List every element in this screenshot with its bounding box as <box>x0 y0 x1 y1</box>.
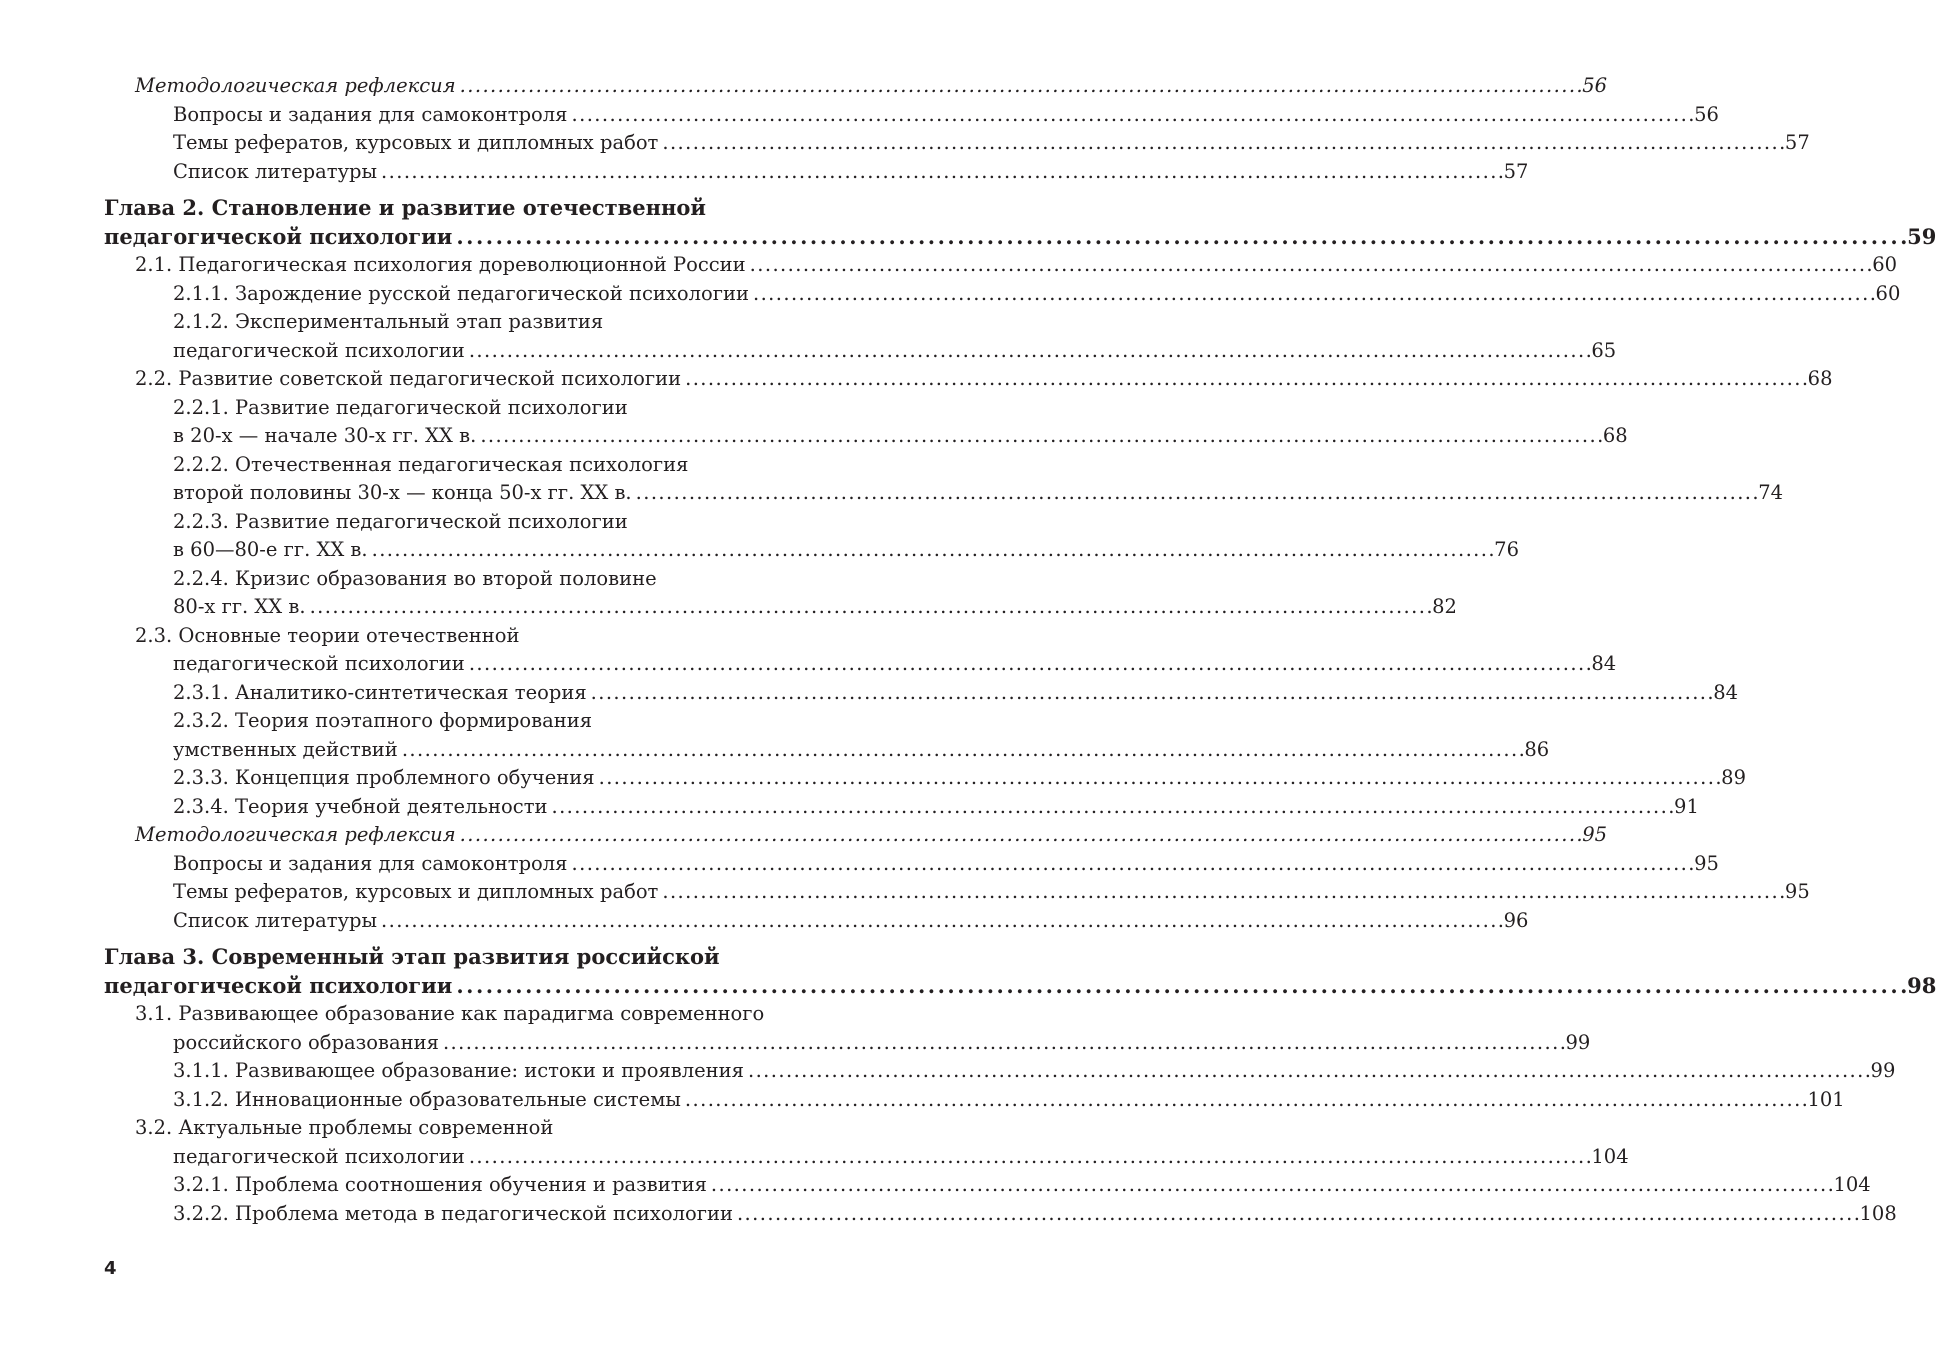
toc-entry-topics-2: Темы рефератов, курсовых и дипломных работ . . . 95 <box>104 878 796 907</box>
page-ref: 84 <box>1591 652 1617 675</box>
page-ref: 95 <box>1784 880 1810 903</box>
page-ref: 68 <box>1807 367 1833 390</box>
leader-dots <box>711 1171 1832 1200</box>
leader-dots <box>443 1029 1564 1058</box>
leader-dots <box>460 821 1581 850</box>
toc-section-2-3-4: 2.3.4. Теория учебной деятельности . . . 91 <box>104 793 796 822</box>
leader-dots <box>381 907 1502 936</box>
toc-section-2-1-2: 2.1.2. Экспериментальный этап развития педагогической психологии . . . 65 <box>104 308 796 365</box>
toc-entry-questions-2: Вопросы и задания для самоконтроля . . . 95 <box>104 850 796 879</box>
leader-dots <box>480 422 1601 451</box>
toc-entry-methodological-reflection-1: Методологическая рефлексия . . . 56 <box>104 72 796 101</box>
page-ref: 56 <box>1694 102 1719 126</box>
page-ref: 74 <box>1758 481 1784 504</box>
leader-dots <box>748 1057 1869 1086</box>
leader-dots <box>469 337 1590 366</box>
leader-dots <box>591 679 1712 708</box>
toc-entry-questions-1: Вопросы и задания для самоконтроля . . . 56 <box>104 101 796 130</box>
toc-section-2-2: 2.2. Развитие советской педагогической психологии . . . 68 <box>104 365 796 394</box>
page-ref: 104 <box>1833 1173 1871 1196</box>
page-ref: 84 <box>1713 680 1739 704</box>
toc-section-2-2-2: 2.2.2. Отечественная педагогическая психология второй половины 30-х — конца 50-х гг. XX в. . . . 74 <box>104 451 796 508</box>
page-ref: 91 <box>1674 794 1699 818</box>
leader-dots <box>685 365 1806 394</box>
page-ref: 57 <box>1503 159 1529 183</box>
page-ref: 89 <box>1721 766 1746 789</box>
leader-dots <box>662 129 1783 158</box>
leader-dots <box>551 793 1672 822</box>
leader-dots <box>469 650 1590 679</box>
toc-chapter-3: Глава 3. Современный этап развития российской педагогической психологии . . . 98 <box>104 943 796 1000</box>
leader-dots <box>753 280 1874 309</box>
toc-section-2-1-1: 2.1.1. Зарождение русской педагогической психологии . . . 60 <box>104 280 796 309</box>
leader-dots <box>685 1086 1806 1115</box>
leader-dots <box>460 72 1581 101</box>
leader-dots <box>737 1200 1858 1229</box>
toc-section-2-1: 2.1. Педагогическая психология дореволюционной России . . . 60 <box>104 251 796 280</box>
table-of-contents <box>104 72 1936 1228</box>
page-ref: 60 <box>1872 253 1898 276</box>
page-number: 4 <box>104 1258 117 1279</box>
page-ref: 98 <box>1907 972 1936 998</box>
leader-dots <box>372 536 1493 565</box>
page-ref: 68 <box>1602 424 1628 447</box>
leader-dots <box>572 101 1693 130</box>
toc-chapter-2: Глава 2. Становление и развитие отечественной педагогической психологии . . . 59 <box>104 194 796 251</box>
toc-section-2-2-3: 2.2.3. Развитие педагогической психологии в 60—80-е гг. XX в. . . . 76 <box>104 508 796 565</box>
page-ref: 65 <box>1591 338 1617 362</box>
page-ref: 95 <box>1582 823 1608 846</box>
page-ref: 60 <box>1875 281 1901 305</box>
toc-section-3-2-2: 3.2.2. Проблема метода в педагогической психологии . . . 108 <box>104 1200 796 1229</box>
toc-section-2-3-1: 2.3.1. Аналитико-синтетическая теория . . . 84 <box>104 679 796 708</box>
toc-entry-literature-1: Список литературы . . . 57 <box>104 158 796 187</box>
leader-dots <box>599 764 1720 793</box>
page-ref: 99 <box>1565 1030 1591 1054</box>
page-ref: 56 <box>1582 74 1608 97</box>
toc-section-2-3-2: 2.3.2. Теория поэтапного формирования умственных действий . . . 86 <box>104 707 796 764</box>
toc-entry-topics-1: Темы рефератов, курсовых и дипломных работ . . . 57 <box>104 129 796 158</box>
leader-dots <box>381 158 1502 187</box>
toc-entry-methodological-reflection-2: Методологическая рефлексия . . . 95 <box>104 821 796 850</box>
toc-section-2-3: 2.3. Основные теории отечественной педагогической психологии . . . 84 <box>104 622 796 679</box>
leader-dots <box>402 736 1523 765</box>
toc-section-3-1-1: 3.1.1. Развивающее образование: истоки и проявления . . . 99 <box>104 1057 796 1086</box>
page-ref: 76 <box>1494 538 1519 561</box>
toc-section-3-1: 3.1. Развивающее образование как парадигма современного российского образования . . . 99 <box>104 1000 796 1057</box>
page-ref: 57 <box>1784 131 1810 154</box>
page-ref: 59 <box>1907 223 1936 249</box>
page-ref: 99 <box>1870 1059 1896 1082</box>
page-ref: 108 <box>1859 1201 1897 1225</box>
leader-dots <box>456 223 1905 252</box>
page-ref: 96 <box>1503 908 1529 932</box>
page-ref: 104 <box>1591 1144 1629 1168</box>
toc-entry-literature-2: Список литературы . . . 96 <box>104 907 796 936</box>
page-ref: 101 <box>1807 1087 1845 1111</box>
leader-dots <box>750 251 1871 280</box>
toc-section-2-2-1: 2.2.1. Развитие педагогической психологии в 20-х — начале 30-х гг. XX в. . . . 68 <box>104 394 796 451</box>
page-ref: 82 <box>1432 595 1457 618</box>
page-ref: 95 <box>1694 851 1719 875</box>
toc-section-3-1-2: 3.1.2. Инновационные образовательные системы . . . 101 <box>104 1086 796 1115</box>
toc-section-2-2-4: 2.2.4. Кризис образования во второй половине 80-х гг. XX в. . . . 82 <box>104 565 796 622</box>
leader-dots <box>636 479 1757 508</box>
leader-dots <box>469 1143 1590 1172</box>
toc-section-3-2: 3.2. Актуальные проблемы современной педагогической психологии . . . 104 <box>104 1114 796 1171</box>
leader-dots <box>456 972 1905 1001</box>
leader-dots <box>662 878 1783 907</box>
leader-dots <box>310 593 1431 622</box>
page-ref: 86 <box>1524 737 1550 761</box>
toc-section-3-2-1: 3.2.1. Проблема соотношения обучения и развития . . . 104 <box>104 1171 796 1200</box>
leader-dots <box>572 850 1693 879</box>
toc-section-2-3-3: 2.3.3. Концепция проблемного обучения . . . 89 <box>104 764 796 793</box>
